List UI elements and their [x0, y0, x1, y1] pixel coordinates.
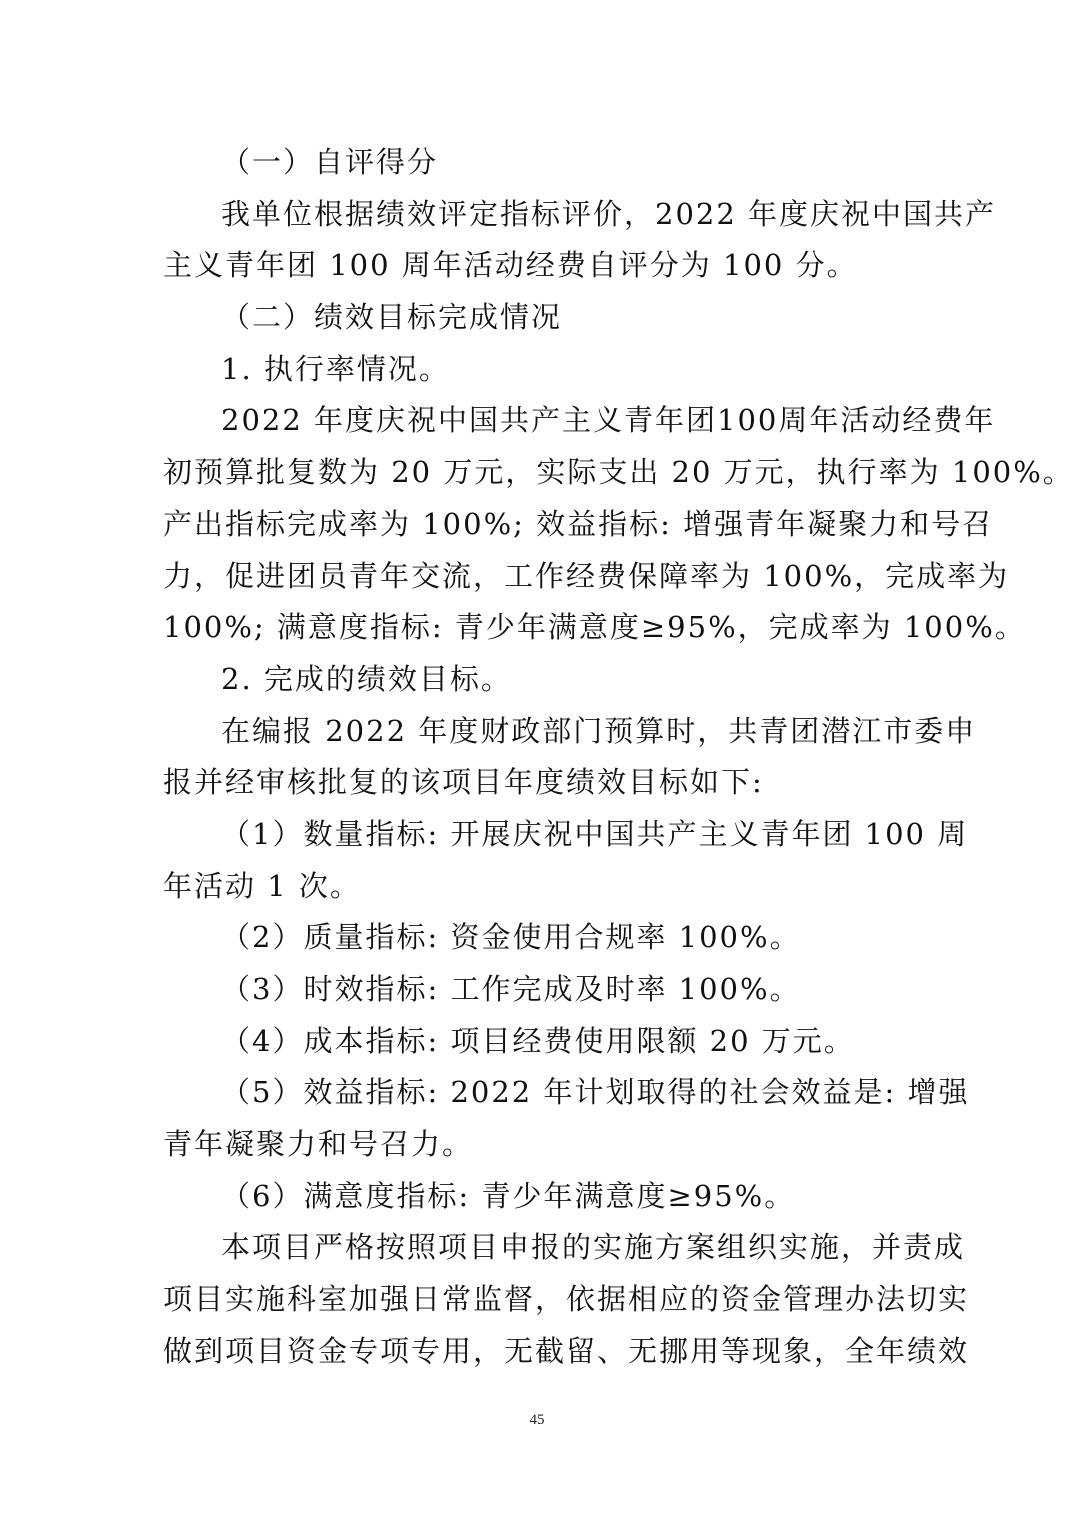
paragraph-line: 报并经审核批复的该项目年度绩效目标如下:	[163, 765, 764, 800]
list-item: （3）时效指标: 工作完成及时率 100%。	[221, 972, 801, 1006]
paragraph-line: 项目实施科室加强日常监督，依据相应的资金管理办法切实	[163, 1282, 970, 1317]
list-item: （2）质量指标: 资金使用合规率 100%。	[221, 920, 801, 955]
paragraph-line: 2022 年度庆祝中国共产主义青年团100周年活动经费年	[221, 403, 996, 438]
section-heading: （一）自评得分	[221, 145, 439, 179]
subsection-heading: 1. 执行率情况。	[221, 351, 450, 386]
page-number: 45	[529, 1412, 545, 1428]
paragraph-line: 做到项目资金专项专用，无截留、无挪用等现象，全年绩效	[163, 1333, 970, 1368]
list-item-continuation: 年活动 1 次。	[163, 868, 361, 903]
paragraph-line: 力，促进团员青年交流，工作经费保障率为 100%，完成率为	[163, 558, 1010, 593]
paragraph-line: 我单位根据绩效评定指标评价，2022 年度庆祝中国共产	[221, 196, 997, 231]
paragraph-line: 本项目严格按照项目申报的实施方案组织实施，并责成	[221, 1230, 966, 1265]
list-item-continuation: 青年凝聚力和号召力。	[163, 1127, 474, 1162]
section-heading: （二）绩效目标完成情况	[221, 300, 563, 335]
paragraph-line: 主义青年团 100 周年活动经费自评分为 100 分。	[163, 248, 858, 283]
list-item: （5）效益指标: 2022 年计划取得的社会效益是: 增强	[221, 1075, 970, 1110]
subsection-heading: 2. 完成的绩效目标。	[221, 661, 512, 696]
paragraph-line: 100%; 满意度指标: 青少年满意度≥95%，完成率为 100%。	[163, 610, 1026, 645]
paragraph-line: 产出指标完成率为 100%; 效益指标: 增强青年凝聚力和号召	[163, 506, 994, 541]
list-item: （4）成本指标: 项目经费使用限额 20 万元。	[221, 1023, 855, 1058]
list-item: （1）数量指标: 开展庆祝中国共产主义青年团 100 周	[221, 816, 969, 851]
paragraph-line: 在编报 2022 年度财政部门预算时，共青团潜江市委申	[221, 713, 977, 748]
paragraph-line: 初预算批复数为 20 万元，实际支出 20 万元，执行率为 100%。	[163, 455, 1074, 490]
list-item: （6）满意度指标: 青少年满意度≥95%。	[221, 1178, 796, 1213]
body-text	[163, 137, 1074, 1378]
